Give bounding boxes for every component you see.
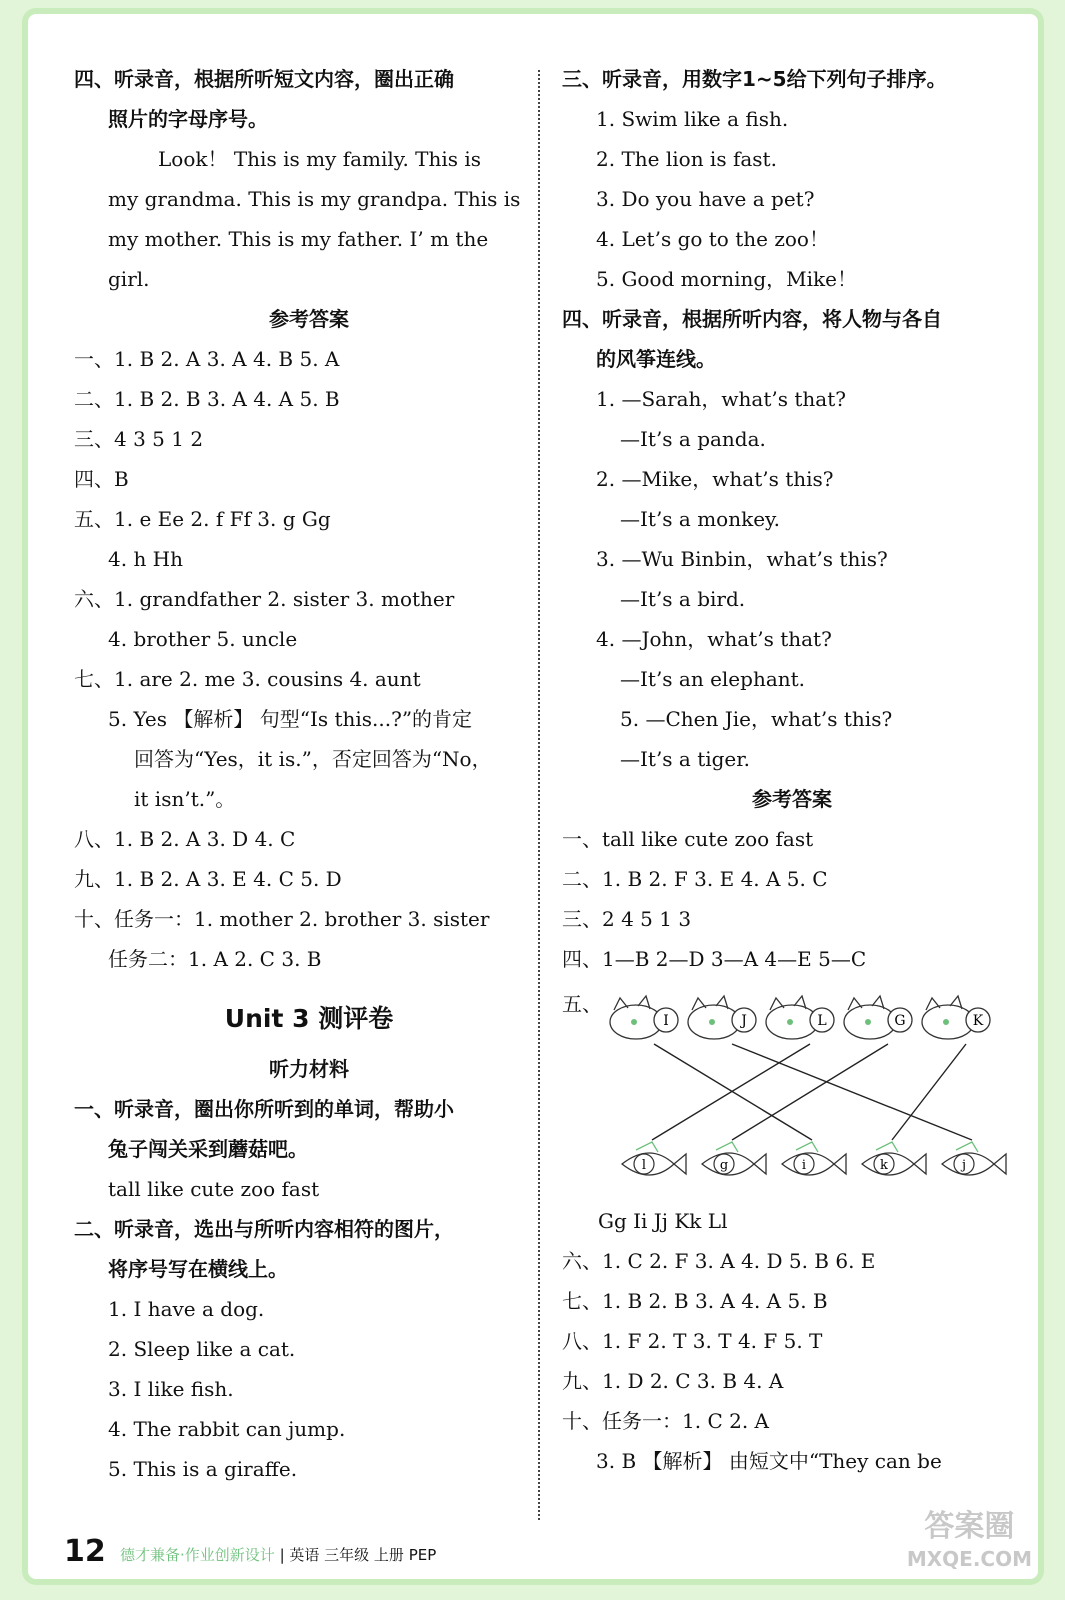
cat-letter: J [741,1013,747,1029]
left-line: 一、1. B 2. A 3. A 4. B 5. A [74,347,340,371]
fish-letter: g [719,1158,729,1173]
left-line: it isn’t.”。 [134,787,236,811]
left-line: 兔子闯关采到蘑菇吧。 [108,1137,308,1161]
left-line: 八、1. B 2. A 3. D 4. C [74,827,296,851]
right-line: —It’s a panda. [620,427,766,451]
page-number: 12 [64,1534,106,1569]
right-line: 九、1. D 2. C 3. B 4. A [562,1369,784,1393]
footer-text [120,1544,436,1565]
match-line [732,1044,972,1140]
cat-letter: G [894,1013,906,1029]
fish-letter: l [641,1158,647,1173]
right-line: 2. —Mike，what’s this? [596,467,834,491]
right-line: 4. Let’s go to the zoo！ [596,227,829,251]
left-line: 5. Yes 【解析】 句型“Is this...?”的肯定 [108,707,473,731]
right-line: —It’s a bird. [620,587,746,611]
right-line: 三、听录音，用数字1~5给下列句子排序。 [562,67,947,91]
right-line: —It’s a monkey. [620,507,781,531]
right-line: 三、2 4 5 1 3 [562,907,692,931]
fish-figure [862,1142,926,1175]
cat-figure [610,996,678,1039]
footer-subject: 英语 三年级 上册 PEP [289,1546,437,1564]
fish-letter: j [961,1158,967,1173]
right-line: 5. —Chen Jie，what’s this? [620,707,893,731]
left-line: 将序号写在横线上。 [108,1257,288,1281]
cat-letter: L [817,1013,827,1029]
left-line: girl. [108,267,150,291]
cat-letter: I [663,1013,669,1029]
left-line: 九、1. B 2. A 3. E 4. C 5. D [74,867,342,891]
right-line: 一、tall like cute zoo fast [562,827,814,851]
left-line: 六、1. grandfather 2. sister 3. mother [74,587,455,611]
left-line: 照片的字母序号。 [108,107,268,131]
match-line [892,1044,966,1140]
right-line: 3. Do you have a pet? [596,187,815,211]
right-line: 八、1. F 2. T 3. T 4. F 5. T [562,1329,823,1353]
left-line: 听力材料 [269,1057,349,1081]
right-line: 五、 [562,992,602,1016]
left-line: 参考答案 [269,307,349,331]
match-line [652,1044,810,1140]
left-line: 七、1. are 2. me 3. cousins 4. aunt [74,667,421,691]
fish-letter: k [880,1158,888,1173]
right-line: 3. —Wu Binbin，what’s this? [596,547,888,571]
left-line: 1. I have a dog. [108,1297,265,1321]
matching-diagram [592,982,1012,1192]
left-line: 一、听录音，圈出你所听到的单词，帮助小 [74,1097,454,1121]
right-line: 七、1. B 2. B 3. A 4. A 5. B [562,1289,828,1313]
right-line: 参考答案 [752,787,832,811]
column-divider [538,70,540,1520]
right-line: —It’s a tiger. [620,747,750,771]
right-line: 5. Good morning，Mike！ [596,267,858,291]
watermark-line1: 答案圈 [924,1509,1015,1544]
fish-figure [942,1142,1006,1175]
left-line: 2. Sleep like a cat. [108,1337,296,1361]
right-line: 十、任务一：1. C 2. A [562,1409,769,1433]
right-line: 1. Swim like a fish. [596,107,789,131]
left-line: 4. The rabbit can jump. [108,1417,346,1441]
cat-letter: K [972,1013,984,1029]
watermark-line2: MXQE.COM [906,1547,1032,1571]
left-line: 五、1. e Ee 2. f Ff 3. g Gg [74,507,331,531]
left-line: my mother. This is my father. I’ m the [108,227,489,251]
right-line: Gg Ii Jj Kk Ll [598,1209,728,1233]
left-line: 4. brother 5. uncle [108,627,298,651]
left-line: Look！ This is my family. This is [158,147,482,171]
left-line: tall like cute zoo fast [108,1177,320,1201]
left-line: 3. I like fish. [108,1377,234,1401]
right-line: 的风筝连线。 [596,347,716,371]
watermark-logo [907,1511,1032,1575]
fish-letter: i [801,1158,807,1173]
right-line: 二、1. B 2. F 3. E 4. A 5. C [562,867,828,891]
fish-figure [622,1142,686,1175]
left-line: Unit 3 测评卷 [224,1004,394,1033]
match-line [654,1044,812,1140]
left-line: 二、听录音，选出与所听内容相符的图片， [74,1217,454,1241]
right-line: —It’s an elephant. [620,667,806,691]
right-line: 3. B 【解析】 由短文中“They can be [596,1449,942,1473]
left-line: 三、4 3 5 1 2 [74,427,204,451]
left-line: 5. This is a giraffe. [108,1457,298,1481]
left-line: 四、听录音，根据所听短文内容，圈出正确 [74,67,454,91]
fish-figure [782,1142,846,1175]
right-line: 2. The lion is fast. [596,147,777,171]
cat-figure [922,996,990,1039]
right-line: 4. —John，what’s that? [596,627,832,651]
left-line: 任务二：1. A 2. C 3. B [108,947,322,971]
fish-figure [702,1142,766,1175]
cat-figure [766,996,834,1039]
right-line: 四、1—B 2—D 3—A 4—E 5—C [562,947,867,971]
match-line [732,1044,888,1140]
left-line: 十、任务一：1. mother 2. brother 3. sister [74,907,490,931]
left-line: my grandma. This is my grandpa. This is [108,187,521,211]
page [28,14,1038,1579]
left-line: 4. h Hh [108,547,183,571]
footer-series: 德才兼备·作业创新设计 [120,1546,275,1564]
right-line: 四、听录音，根据所听内容，将人物与各自 [562,307,942,331]
right-line: 六、1. C 2. F 3. A 4. D 5. B 6. E [562,1249,876,1273]
cat-figure [844,996,912,1039]
left-line: 二、1. B 2. B 3. A 4. A 5. B [74,387,340,411]
right-line: 1. —Sarah，what’s that? [596,387,846,411]
left-line: 四、B [74,467,129,491]
footer-separator: | [279,1546,290,1564]
cat-figure [688,996,756,1039]
left-line: 回答为“Yes，it is.”，否定回答为“No， [134,747,492,771]
